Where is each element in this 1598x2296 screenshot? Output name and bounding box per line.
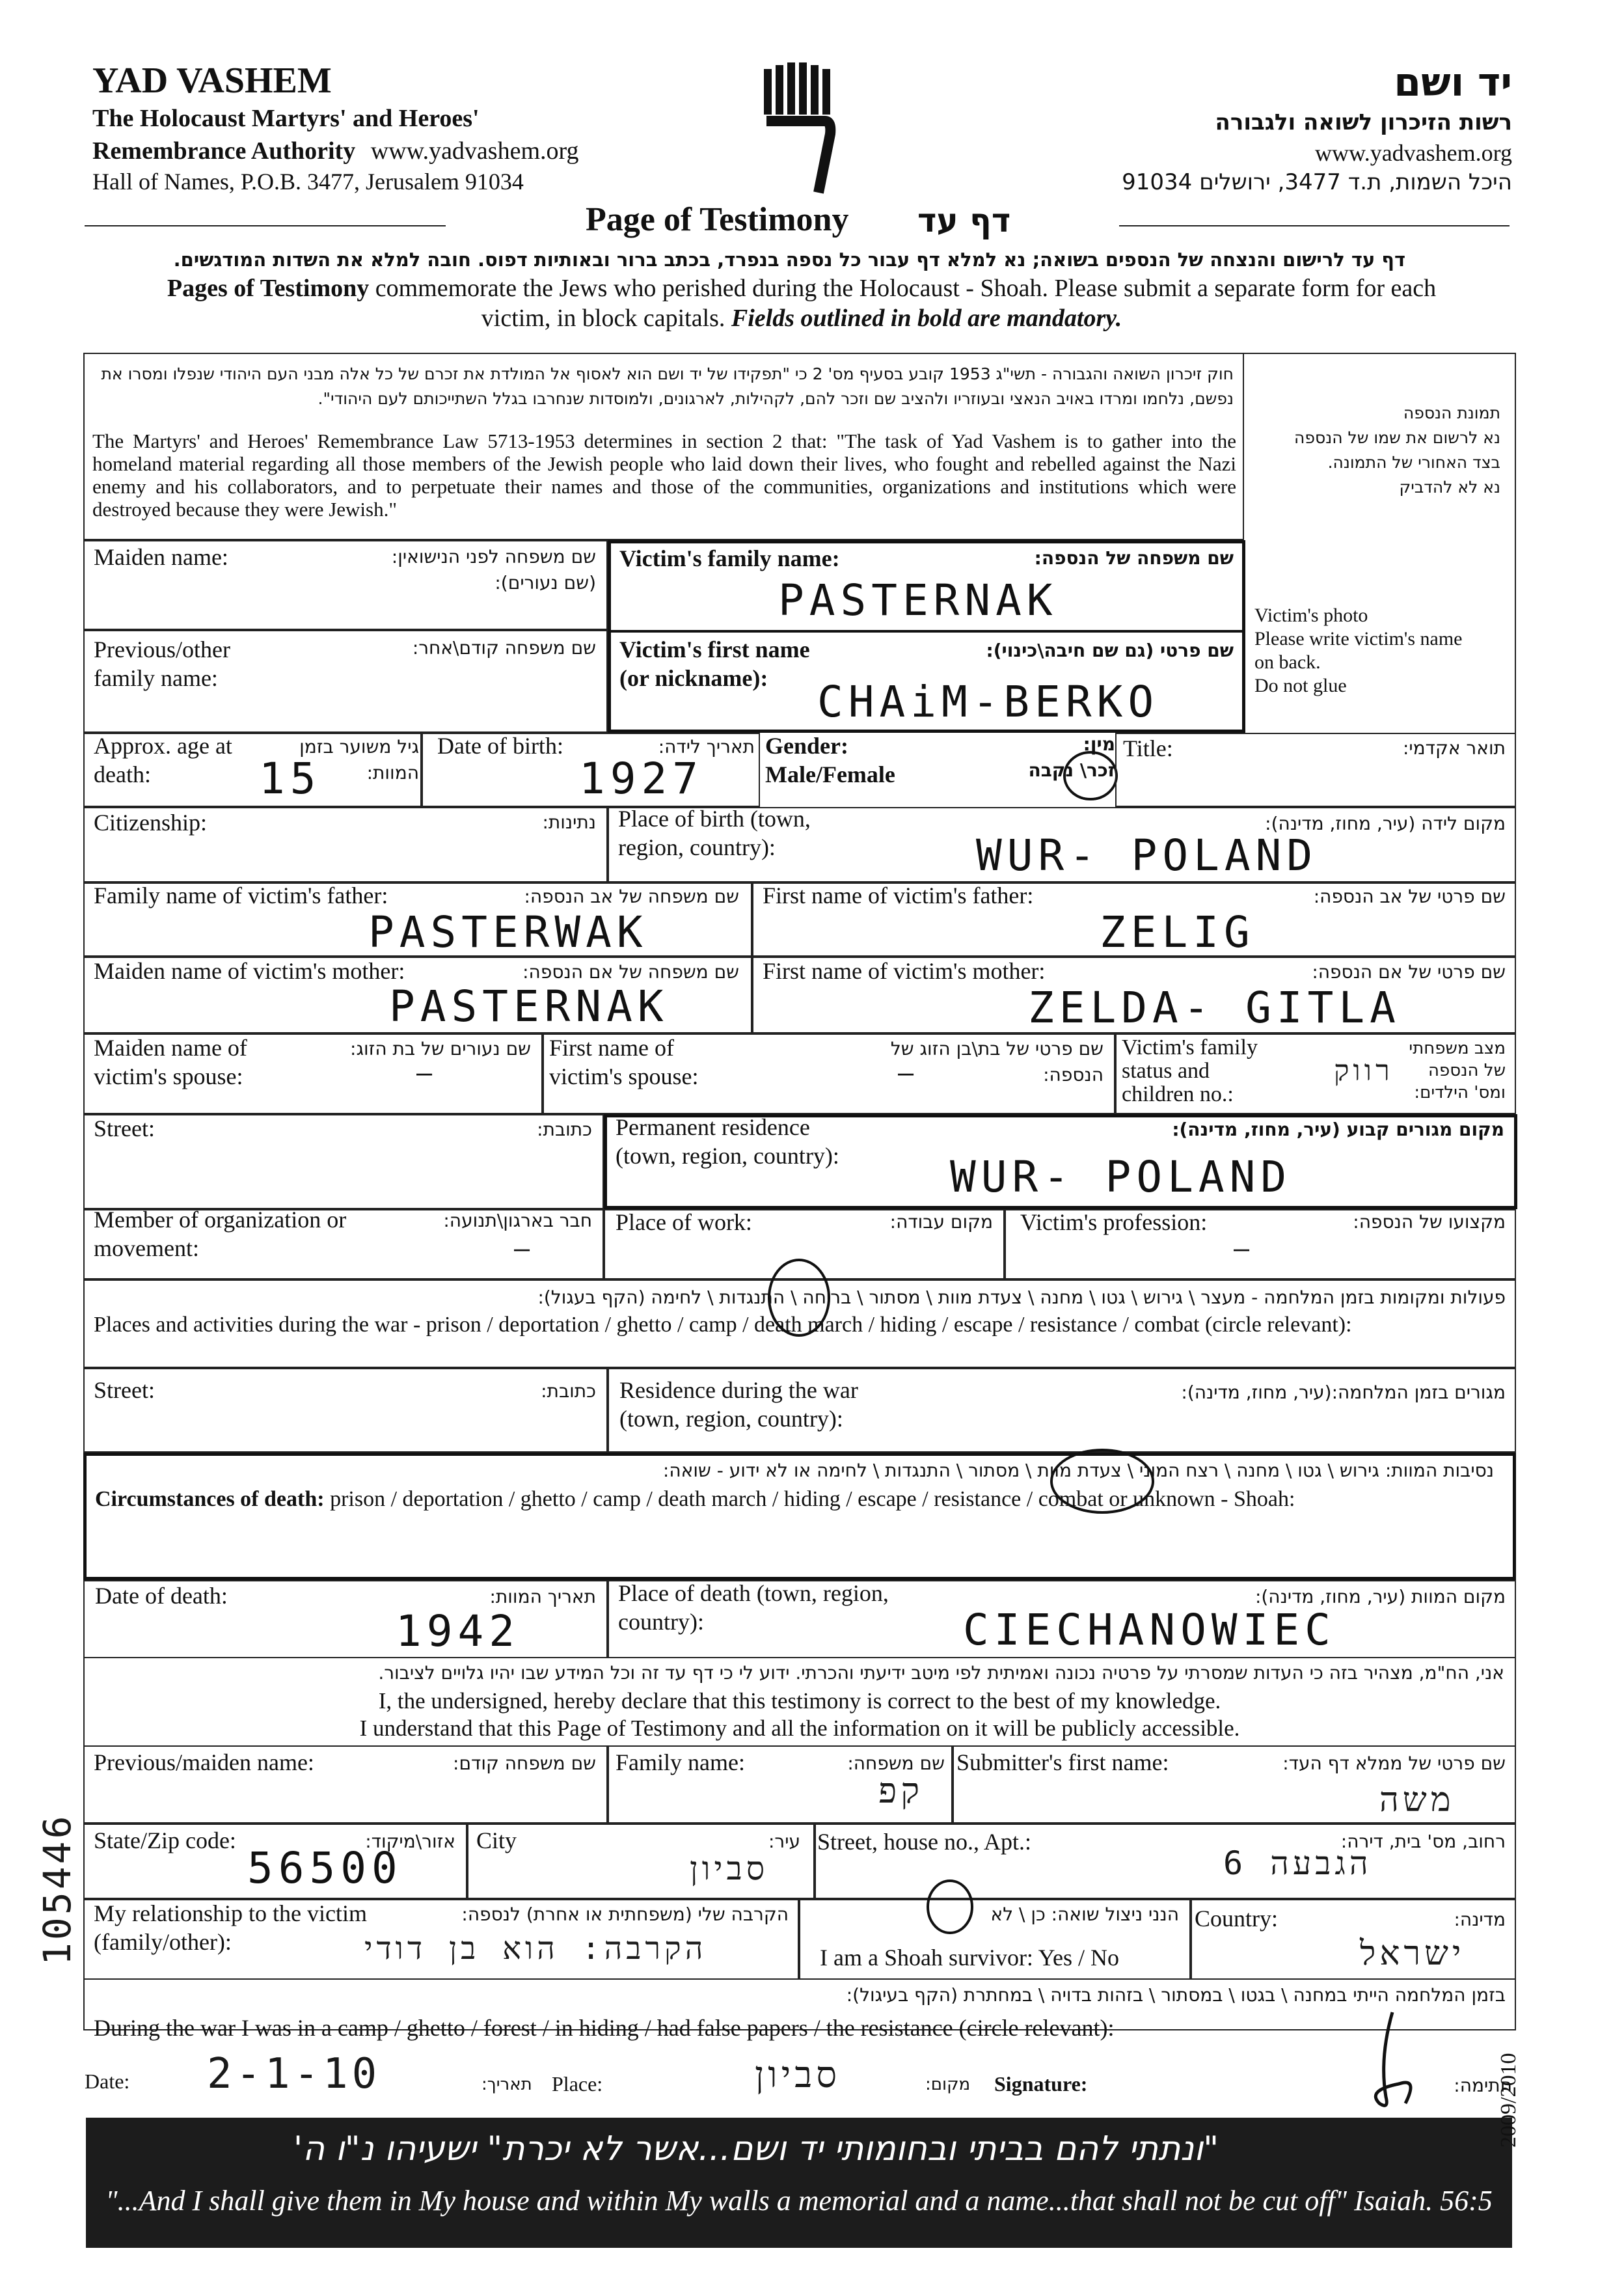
gender-en1: Gender: [765,733,848,759]
pob-label-he: מקום לידה (עיר, מחוז, מדינה): [1265,813,1506,834]
gender-he2: זכר\ נקבה [1028,759,1115,781]
family-status-en3: children no.: [1122,1082,1234,1106]
circumstances-en-bold: Circumstances of death: [95,1487,325,1511]
places-war-he: פעולות ומקומות בזמן המלחמה - מעצר \ גירוש \ גטו \ מחנה \ צעדת מוות \ מסתור \ בריחה \ התנגדות \ לחימה (הקף בעגול): [537,1287,1506,1308]
website-he: www.yadvashem.org [1315,140,1512,166]
street2-cell[interactable] [83,1368,608,1453]
signature-label: Signature: [994,2072,1088,2096]
pob-label [618,804,811,862]
maiden-he-1: שם משפחה לפני הנישואין: [391,546,596,567]
age-value: 15 [259,754,321,804]
father-family-label-he: שם משפחה של אב הנספה: [524,886,739,907]
pod-value: CIECHANOWIEC [963,1605,1336,1655]
relationship-value: הקרבה: הוא בן דודי [364,1930,707,1967]
organization-label-he: חבר בארגון\תנועה: [443,1210,592,1231]
place-label-he: מקום: [925,2075,971,2094]
spouse-first-label [549,1033,698,1091]
photo-he-4: נא לא להדביק [1399,478,1500,497]
gender-en2: Male/Female [765,761,895,787]
org-name-en: YAD VASHEM [92,61,332,101]
family-status-he2: של הנספה [1428,1061,1506,1080]
law-text-en: The Martyrs' and Heroes' Remembrance Law 5713-1953 determines in section 2 that: "The task of Yad Vashem is to gather into the homeland material regarding all those members of the Jewish people who laid down their lives, who fought and rebelled against the Nazi enemy and his collaborators, and to perpetuate their names and those of the communities, organizations and institutions which were destroyed because they were Jewish." [92,430,1236,521]
address-en: Hall of Names, P.O.B. 3477, Jerusalem 91034 [92,169,524,195]
declaration-en2: I understand that this Page of Testimony and all the information on it will be publicly accessible. [359,1715,1240,1741]
footer-quote-he: "ונתתי להם בביתי ובחומותי יד ושם...אשר לא יכרת" ישעיהו נ"ו ה' [293,2129,1219,2168]
relationship-label [94,1899,367,1956]
photo-he-3: בצד האחורי של התמונה. [1327,453,1500,472]
submitter-family-label-he: שם משפחה: [847,1753,945,1774]
organization-en2: movement: [94,1235,199,1261]
spouse-first-value: — [898,1058,919,1088]
age-he2: המוות: [366,762,419,784]
pob-value: WUR- POLAND [976,830,1318,881]
spouse-first-en2: victim's spouse: [549,1063,699,1089]
work-label: Place of work: [616,1209,752,1235]
organization-value: — [514,1234,535,1264]
yad-vashem-logo [760,62,838,199]
family-status-label [1122,1036,1258,1106]
father-family-label: Family name of victim's father: [94,882,388,909]
family-name-label-he: שם משפחה של הנספה: [1034,547,1234,569]
places-war-en: Places and activities during the war - prison / deportation / ghetto / camp / death march / hiding / escape / resistance / combat (circle relevant): [94,1313,1352,1337]
first-name-en2: (or nickname): [619,665,768,691]
pod-en1: Place of death (town, region, [618,1580,889,1606]
city-label: City [476,1827,517,1853]
prev-name-label-he: שם משפחה קודם: [453,1753,596,1774]
submitter-family-label: Family name: [616,1749,745,1775]
previous-name-en2: family name: [94,665,218,691]
mother-maiden-label: Maiden name of victim's mother: [94,958,405,984]
profession-value: — [1234,1234,1255,1264]
citizenship-label-he: נתינות: [542,812,596,833]
mother-maiden-value: PASTERNAK [389,981,669,1032]
margin-number: 105446 [35,1813,79,1965]
residence-label-he: מקום מגורים קבוע (עיר, מחוז, מדינה): [1172,1119,1504,1140]
relationship-label-he: הקרבה שלי (משפחתית או אחרת) לנספה: [461,1904,789,1925]
residence-war-label-he: מגורים בזמן המלחמה:(עיר, מחוז, מדינה): [1181,1382,1506,1403]
father-first-label: First name of victim's father: [763,882,1034,909]
gender-male-circle [1059,746,1122,804]
instructions-en-bold: Pages of Testimony [167,275,370,302]
dod-value: 1942 [396,1606,520,1656]
photo-he-2: נא לרשום את שמו של הנספה [1294,428,1500,447]
photo-instructions-he [1294,401,1500,500]
first-name-label [619,635,810,692]
spouse-maiden-en1: Maiden name of [94,1035,247,1061]
citizenship-label: Citizenship: [94,810,207,836]
header-rule-right [1119,225,1510,226]
maiden-he-2: (שם נעורים): [494,572,596,594]
father-family-value: PASTERWAK [368,907,648,957]
street2-label: Street: [94,1377,155,1403]
spouse-first-label-he [891,1036,1104,1088]
first-name-label-he: שם פרטי (גם שם חיבה\כינוי): [986,640,1234,661]
spouse-maiden-label [94,1033,247,1091]
place-label: Place: [552,2072,603,2096]
street2-label-he: כתובת: [541,1380,596,1402]
circumstances-he: נסיבות המוות: גירוש \ גטו \ מחנה \ רצח המוני \ צעדת מוות \ מסתור \ התנגדות \ לחימה או לא ידוע - שואה: [662,1460,1494,1481]
city-value: סביון [690,1850,769,1887]
residence-value: WUR- POLAND [950,1152,1292,1202]
first-name-value: CHAiM-BERKO [817,677,1159,727]
family-status-he1: מצב משפחתי [1409,1039,1506,1058]
spouse-first-en1: First name of [549,1035,674,1061]
title-label: Title: [1123,735,1173,761]
spouse-first-he2: הנספה: [1043,1064,1104,1086]
maiden-name-label: Maiden name: [94,544,228,570]
family-status-label-he [1409,1037,1506,1104]
previous-name-en1: Previous/other [94,636,230,663]
dob-label-he: תאריך לידה: [658,736,755,758]
previous-name-label [94,635,230,692]
circumstances-en-text: prison / deportation / ghetto / camp / death march / hiding / escape / resistance / combat or unknown - Shoah: [324,1487,1295,1511]
maiden-name-label-he [392,544,596,596]
date-label: Date: [85,2070,130,2093]
instructions-en-mandatory: Fields outlined in bold are mandatory. [731,305,1122,332]
date-label-he: תאריך: [481,2075,532,2094]
zip-label-he: אזור\מיקוד: [365,1831,455,1852]
survivor-no-circle [921,1874,980,1939]
gender-label [765,731,895,789]
prev-name-label: Previous/maiden name: [94,1749,314,1775]
survivor-label-he: הנני ניצול שואה: כן \ לא [990,1904,1179,1925]
family-status-value: רווק [1334,1054,1394,1087]
age-en2: death: [94,761,151,787]
father-first-label-he: שם פרטי של אב הנספה: [1313,886,1506,907]
header-rule-left [85,225,446,226]
title-label-he: תואר אקדמי: [1402,737,1506,759]
country-label: Country: [1195,1906,1279,1932]
spouse-maiden-value: — [416,1058,438,1088]
during-war-en: During the war I was in a camp / ghetto / forest / in hiding / had false papers / the resistance (circle relevant): [94,2015,1115,2041]
photo-en-1: Victim's photo [1254,605,1368,626]
residence-en1: Permanent residence [616,1114,810,1140]
pob-en2: region, country): [618,834,776,860]
authority-line2 [92,137,578,165]
family-status-en1: Victim's family [1122,1035,1258,1059]
law-text-he: חוק זיכרון השואה והגבורה - תשי"ג 1953 קובע בסעיף מס' 2 כי "תפקידו של יד ושם הוא לאסוף אל המולדת את זכרם של כל אלה מבני העם היהודי שנפלו ומסרו את נפשם, נלחמו ומרדו באויב הנאצי ובעוזריו ולהציב שם וזכר להם, לקהילות, לארגונים, ולמוסדות שנחרבו בגלל השתייכותם לעם היהודי". [101,364,1234,408]
photo-he-1: תמונת הנספה [1403,403,1500,422]
declaration-he: אני, הח"מ, מצהיר בזה כי העדות שמסרתי על פרטיה נכונה ואמיתית לפי מיטב ידיעתי והכרתי. ידוע לי כי דף עד זה וכל המידע שבו יהיו גלויים לציבור. [378,1662,1504,1684]
pod-label-he: מקום המוות (עיר, מחוז, מדינה): [1254,1586,1506,1607]
authority-line1: The Holocaust Martyrs' and Heroes' [92,105,480,132]
street-cell[interactable] [83,1114,604,1209]
authority-line2-text: Remembrance Authority [92,137,356,165]
zip-label: State/Zip code: [94,1827,236,1853]
instructions-en [105,273,1498,333]
zip-value: 56500 [247,1843,403,1893]
family-name-value: PASTERNAK [778,575,1058,625]
signature-scribble [1340,2006,1431,2116]
residence-war-en1: Residence during the war [619,1377,858,1403]
place-value: סביון [755,2054,841,2096]
work-label-he: מקום עבודה: [889,1211,993,1233]
father-first-value: ZELIG [1100,907,1255,957]
submitter-first-label: Submitter's first name: [956,1749,1169,1775]
mother-first-label: First name of victim's mother: [763,958,1046,984]
family-status-en2: status and [1122,1059,1210,1083]
date-value: 2-1-10 [207,2050,381,2098]
org-name-he: יד ושם [1394,60,1512,105]
country-value: ישראל [1360,1934,1465,1973]
residence-en2: (town, region, country): [616,1143,839,1169]
spouse-maiden-label-he: שם נעורים של בת הזוג: [350,1038,531,1059]
residence-label [616,1113,839,1170]
address-he: היכל השמות, ת.ד 3477, ירושלים 91034 [1122,169,1512,195]
signature-label-he: חתימה: [1454,2075,1512,2096]
relationship-en1: My relationship to the victim [94,1900,367,1926]
submitter-family-value: קפ [878,1770,924,1811]
first-name-divider [608,630,1245,633]
profession-label: Victim's profession: [1020,1209,1208,1235]
submitter-street-label-he: רחוב, מס' בית, דירה: [1340,1831,1506,1852]
instructions-he: דף עד לרישום והנצחה של הנספים בשואה; נא למלא דף עבור כל נספה בנפרד, בכתב ברור ובאותיות דפוס. חובה למלא את השדות המודגשים. [173,249,1405,271]
instructions-en-text: commemorate the Jews who perished during the Holocaust - Shoah. Please submit a separate form for each [369,275,1437,302]
gender-he1: מין: [1083,733,1115,755]
pod-label [618,1579,889,1636]
submitter-first-label-he: שם פרטי של ממלא דף העד: [1282,1753,1506,1774]
instructions-en-text2: victim, in block capitals. [481,305,731,332]
declaration-en1: I, the undersigned, hereby declare that this testimony is correct to the best of my knowledge. [378,1688,1221,1714]
dod-label: Date of death: [95,1583,228,1609]
relationship-en2: (family/other): [94,1929,232,1955]
photo-en-2: Please write victim's name [1254,628,1463,649]
circumstances-mass-murder-circle [1048,1443,1158,1522]
submitter-street-value: הגבעה 6 [1223,1844,1372,1882]
places-hiding-circle [763,1255,834,1346]
photo-en-3: on back. [1254,651,1321,673]
organization-label [94,1205,346,1263]
page-title-en: Page of Testimony [586,201,849,238]
website-en: www.yadvashem.org [370,137,579,165]
previous-name-label-he: שם משפחה קודם\אחר: [412,637,596,659]
age-en1: Approx. age at [94,733,232,759]
first-name-en1: Victim's first name [619,636,810,663]
street-label: Street: [94,1115,155,1141]
authority-he: רשות הזיכרון לשואה ולגבורה [1215,109,1512,135]
survivor-label: I am a Shoah survivor: Yes / No [820,1945,1119,1971]
residence-war-en2: (town, region, country): [619,1406,843,1432]
country-label-he: מדינה: [1454,1909,1506,1930]
pod-en2: country): [618,1609,704,1635]
family-name-label: Victim's family name: [619,545,840,571]
pob-en1: Place of birth (town, [618,806,811,832]
age-he1: גיל משוער בזמן [299,736,419,758]
street-label-he: כתובת: [537,1119,592,1140]
family-status-he3: ומס' הילדים: [1414,1083,1506,1102]
submitter-first-value: משה [1379,1781,1455,1820]
submitter-street-label: Street, house no., Apt.: [817,1829,1031,1855]
mother-first-value: ZELDA- GITLA [1028,983,1401,1033]
spouse-first-he1: שם פרטי של בת\בן הזוג של [890,1038,1104,1059]
dob-label: Date of birth: [437,733,563,759]
dob-value: 1927 [579,754,703,804]
profession-label-he: מקצועו של הנספה: [1353,1211,1506,1233]
photo-en-4: Do not glue [1254,675,1347,696]
spouse-maiden-en2: victim's spouse: [94,1063,243,1089]
mother-first-label-he: שם פרטי של אם הנספה: [1312,961,1506,983]
residence-war-label [619,1376,858,1433]
photo-instructions-en [1254,604,1462,698]
page-title-he: דף עד [917,202,1011,239]
dod-label-he: תאריך המוות: [489,1586,596,1607]
age-label [94,731,232,789]
city-label-he: עיר: [768,1831,800,1852]
year-label: 2009/2010 [1496,2053,1521,2148]
mother-maiden-label-he: שם משפחה של אם הנספה: [522,961,739,983]
footer-quote-en: "...And I shall give them in My house and within My walls a memorial and a name...that shall not be cut off" Isaiah. 56:5 [105,2185,1493,2217]
during-war-he: בזמן המלחמה הייתי במחנה \ בגטו \ במסתור \ בזהות בדויה \ במחתרת (הקף בעיגול): [846,1984,1506,2006]
organization-en1: Member of organization or [94,1207,347,1233]
